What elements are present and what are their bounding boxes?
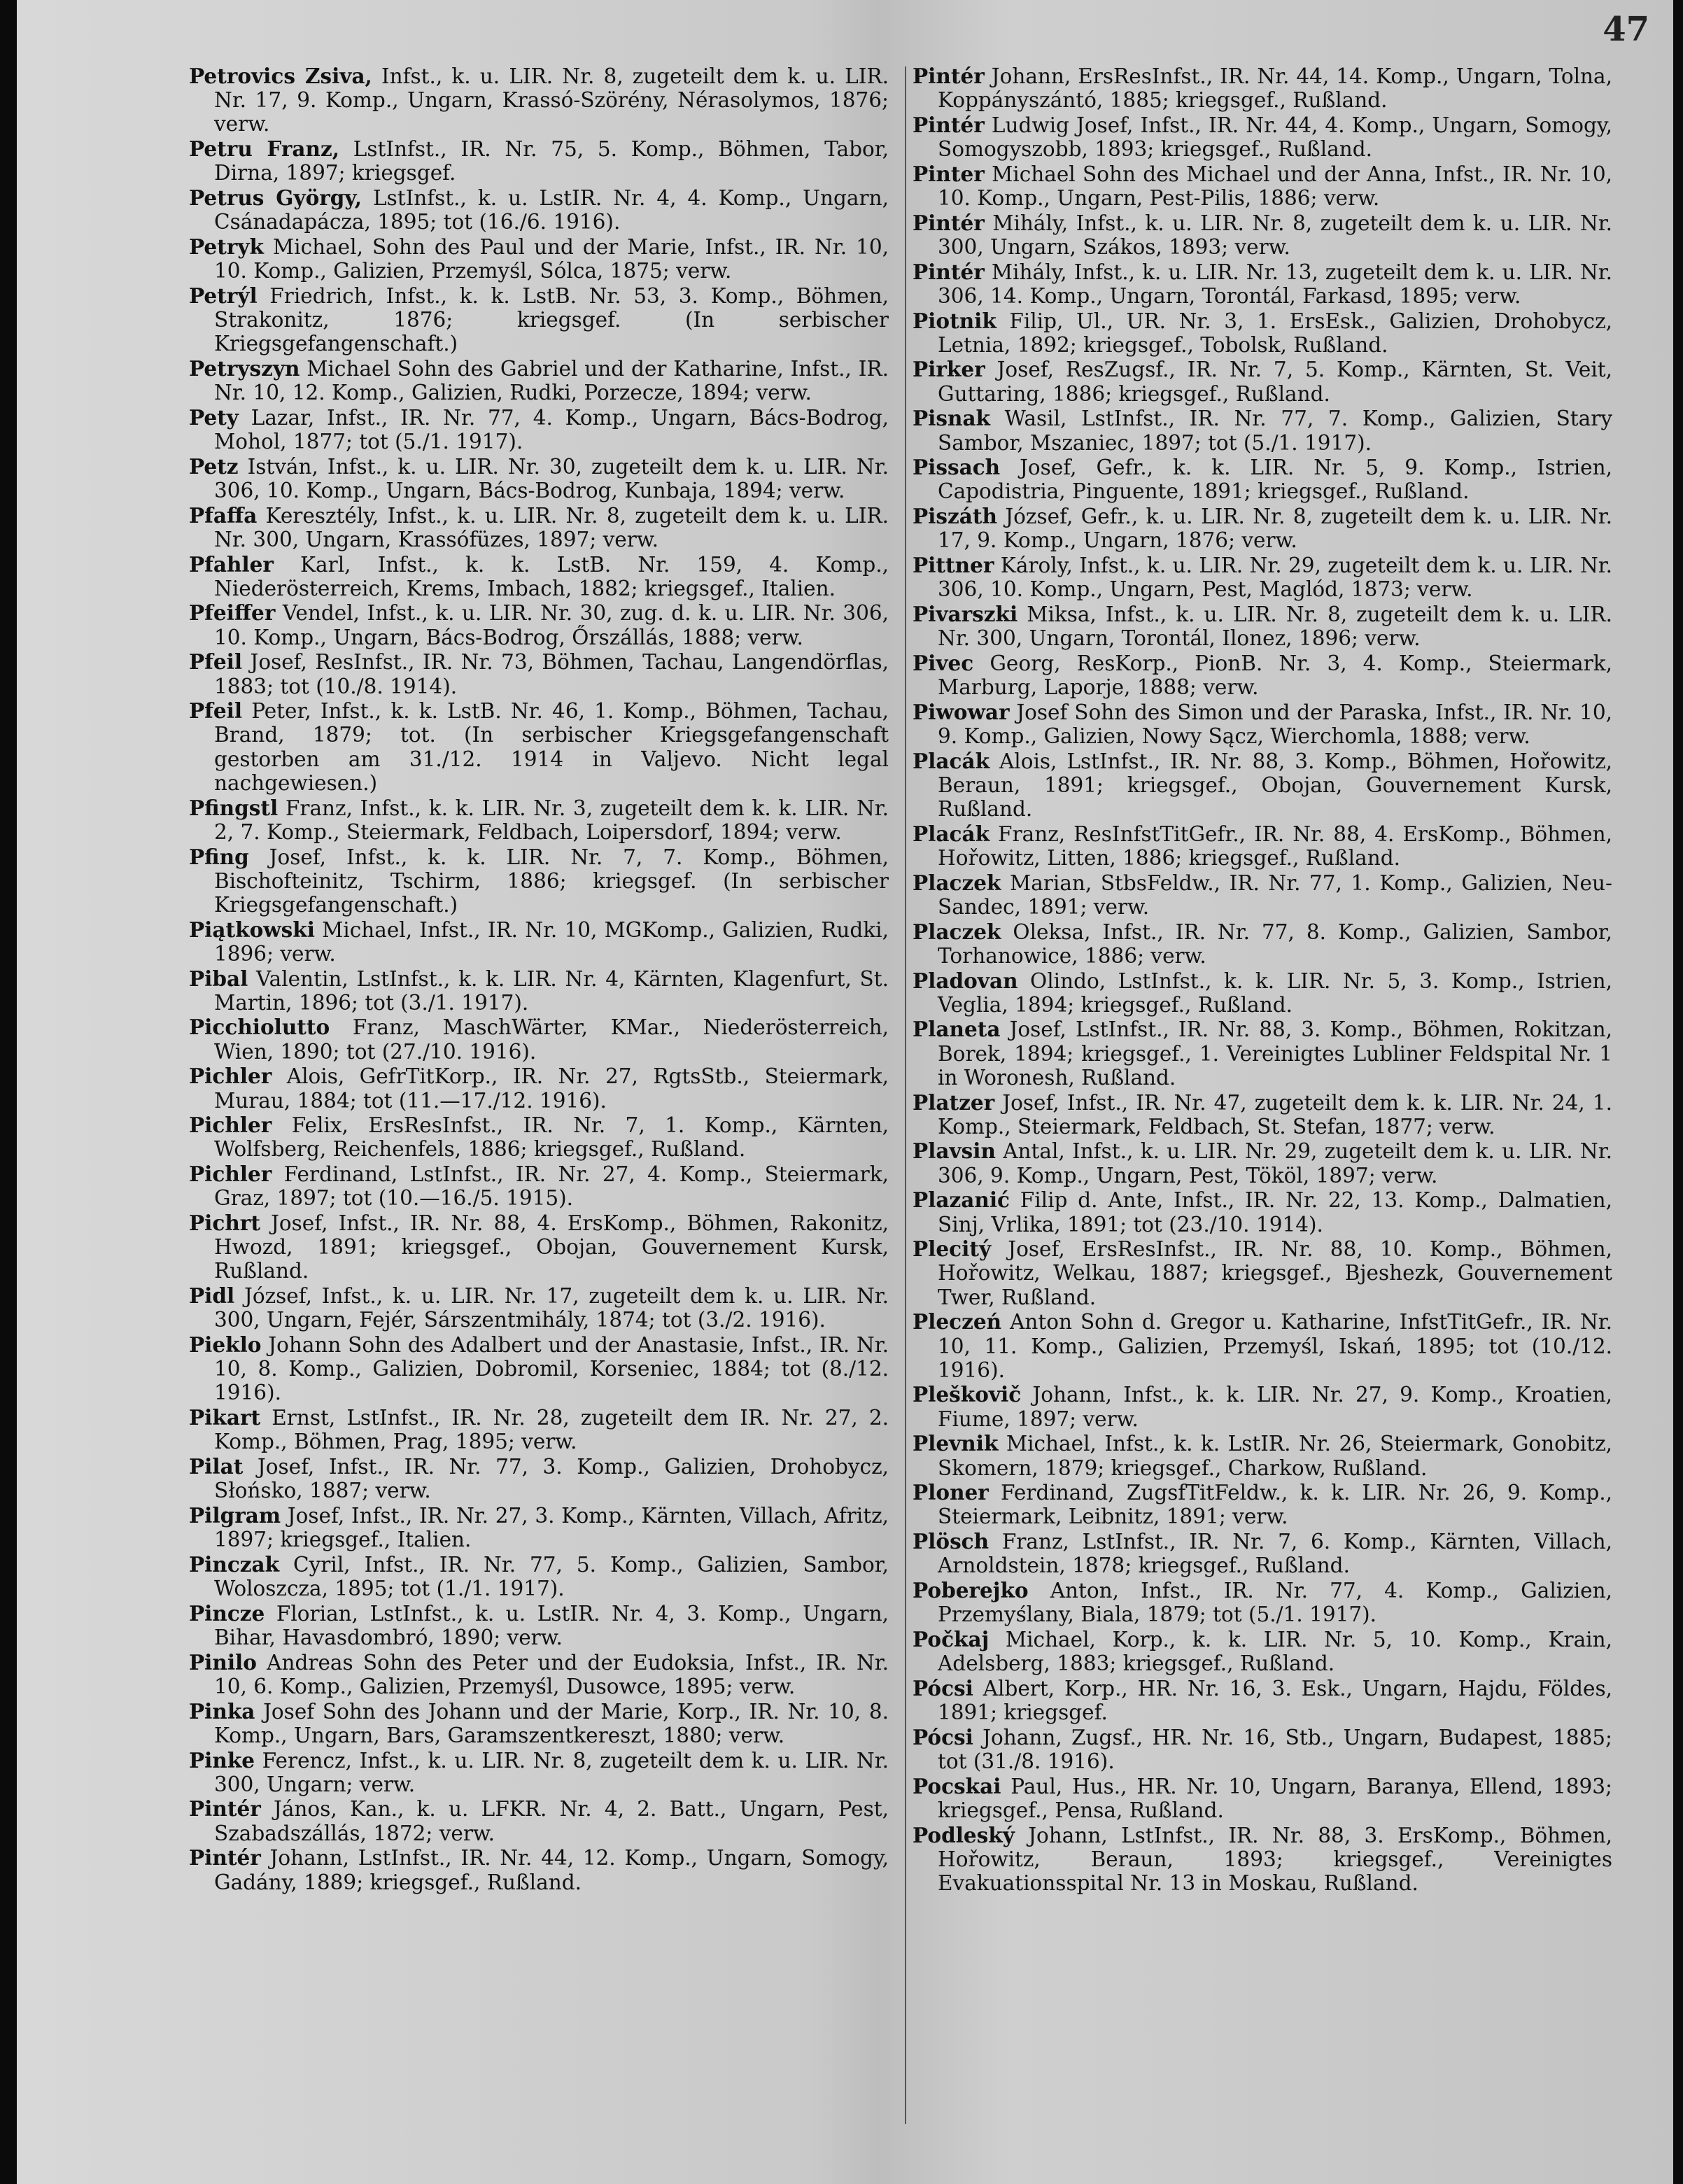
register-entry	[913, 1310, 1612, 1382]
entry-surname: Piszáth	[913, 504, 997, 529]
entry-details: Albert, Korp., HR. Nr. 16, 3. Esk., Ungarn, Hajdu, Földes, 1891; kriegsgef.	[938, 1676, 1612, 1725]
entry-details: Lazar, Infst., IR. Nr. 77, 4. Komp., Ungarn, Bács-Bodrog, Mohol, 1877; tot (5./1. 1917).	[214, 405, 889, 454]
entry-surname: Petryk	[189, 234, 264, 259]
register-entry	[913, 700, 1612, 748]
register-entry	[189, 918, 889, 966]
register-entry	[189, 1113, 889, 1161]
entry-details: József, Gefr., k. u. LIR. Nr. 8, zugeteilt dem k. u. LIR. Nr. 17, 9. Komp., Ungarn, 1876; verw.	[938, 505, 1612, 553]
entry-details: Karl, Infst., k. k. LstB. Nr. 159, 4. Komp., Niederösterreich, Krems, Imbach, 1882; kriegsgef., Italien.	[214, 552, 889, 600]
register-entry	[189, 967, 889, 1015]
entry-surname: Placák	[913, 748, 990, 773]
register-entry	[189, 699, 889, 795]
entry-details: Alois, LstInfst., IR. Nr. 88, 3. Komp., Böhmen, Hořowitz, Beraun, 1891; kriegsgef., Obojan, Gouvernement Kursk, Rußland.	[938, 749, 1612, 822]
register-entry	[913, 407, 1612, 454]
register-entry	[913, 1091, 1612, 1139]
register-entry	[189, 1455, 889, 1502]
entry-surname: Pibal	[189, 966, 248, 991]
right-column	[913, 64, 1612, 1896]
entry-surname: Plevnik	[913, 1431, 999, 1456]
register-entry	[189, 504, 889, 551]
entry-details: Ferdinand, ZugsfTitFeldw., k. k. LIR. Nr. 26, 9. Komp., Steiermark, Leibnitz, 1891; verw.	[938, 1481, 1612, 1529]
register-entry	[189, 553, 889, 600]
register-entry	[913, 1775, 1612, 1822]
entry-surname: Pivec	[913, 650, 974, 675]
entry-surname: Pichler	[189, 1064, 272, 1089]
page-number: 47	[1603, 10, 1649, 49]
entry-surname: Poberejko	[913, 1578, 1029, 1603]
entry-details: Ernst, LstInfst., IR. Nr. 28, zugeteilt dem IR. Nr. 27, 2. Komp., Böhmen, Prag, 1895; verw.	[214, 1406, 889, 1454]
entry-surname: Pichrt	[189, 1211, 260, 1236]
register-entry	[913, 1017, 1612, 1090]
entry-surname: Pivarszki	[913, 601, 1018, 626]
entry-surname: Pintér	[913, 64, 985, 88]
entry-details: Michael, Infst., k. k. LstIR. Nr. 26, Steiermark, Gonobitz, Skomern, 1879; kriegsgef., Charkow, Rußland.	[938, 1432, 1612, 1480]
entry-details: Keresztély, Infst., k. u. LIR. Nr. 8, zugeteilt dem k. u. LIR. Nr. 300, Ungarn, Krassófüzes, 1897; verw.	[214, 503, 889, 551]
entry-surname: Petru Franz,	[189, 136, 339, 162]
register-entry	[189, 1651, 889, 1698]
entry-surname: Pócsi	[913, 1724, 973, 1749]
register-entry	[913, 920, 1612, 968]
entry-surname: Pócsi	[913, 1675, 973, 1700]
entry-surname: Pikart	[189, 1405, 261, 1430]
register-entry	[913, 871, 1612, 919]
entry-surname: Pintér	[913, 259, 985, 284]
entry-details: Josef, ResInfst., IR. Nr. 73, Böhmen, Tachau, Langendörflas, 1883; tot (10./8. 1914).	[214, 650, 889, 698]
document-page	[17, 0, 1673, 2184]
entry-details: Johann, LstInfst., IR. Nr. 88, 3. ErsKomp., Böhmen, Hořowitz, Beraun, 1893; kriegsgef., Vereinigtes Evakuationsspital Nr. 13 in Moskau, Rußland.	[938, 1823, 1612, 1896]
register-entry	[913, 113, 1612, 161]
entry-surname: Pidl	[189, 1283, 235, 1309]
register-entry	[189, 1846, 889, 1894]
entry-surname: Počkaj	[913, 1627, 990, 1651]
entry-surname: Plecitý	[913, 1237, 992, 1262]
entry-surname: Platzer	[913, 1090, 995, 1115]
entry-surname: Pleczeń	[913, 1309, 1002, 1334]
entry-surname: Pety	[189, 404, 239, 430]
entry-details: Josef, Gefr., k. k. LIR. Nr. 5, 9. Komp., Istrien, Capodistria, Pinguente, 1891; kriegsgef., Rußland.	[938, 456, 1612, 504]
register-entry	[913, 554, 1612, 601]
entry-surname: Pfeil	[189, 649, 243, 675]
entry-details: Josef, Infst., k. k. LIR. Nr. 7, 7. Komp., Böhmen, Bischofteinitz, Tschirm, 1886; kriegsgef. (In serbischer Kriegsgefangenschaft.)	[214, 845, 889, 917]
entry-surname: Plösch	[913, 1529, 990, 1554]
entry-surname: Petrýl	[189, 283, 258, 308]
register-entry	[913, 456, 1612, 503]
entry-surname: Pfeil	[189, 698, 243, 724]
entry-details: Miksa, Infst., k. u. LIR. Nr. 8, zugeteilt dem k. u. LIR. Nr. 300, Ungarn, Torontál, Ilonez, 1896; verw.	[938, 602, 1612, 651]
entry-details: Georg, ResKorp., PionB. Nr. 3, 4. Komp., Steiermark, Marburg, Laporje, 1888; verw.	[938, 651, 1612, 700]
register-entry	[913, 651, 1612, 699]
register-entry	[189, 455, 889, 502]
entry-details: Josef, LstInfst., IR. Nr. 88, 3. Komp., Böhmen, Rokitzan, Borek, 1894; kriegsgef., 1. Vereinigtes Lubliner Feldspital Nr. 1 in Woronesh, Rußland.	[938, 1017, 1612, 1090]
entry-surname: Picchiolutto	[189, 1015, 330, 1040]
register-entry	[189, 235, 889, 283]
entry-details: Ferdinand, LstInfst., IR. Nr. 27, 4. Komp., Steiermark, Graz, 1897; tot (10.—16./5. 1915).	[214, 1162, 889, 1211]
entry-details: Johann, Zugsf., HR. Nr. 16, Stb., Ungarn, Budapest, 1885; tot (31./8. 1916).	[938, 1725, 1612, 1774]
entry-details: Paul, Hus., HR. Nr. 10, Ungarn, Baranya, Ellend, 1893; kriegsgef., Pensa, Rußland.	[938, 1774, 1612, 1822]
register-entry	[913, 749, 1612, 822]
entry-details: Filip, Ul., UR. Nr. 3, 1. ErsEsk., Galizien, Drohobycz, Letnia, 1892; kriegsgef., Tobolsk, Rußland.	[938, 309, 1612, 357]
register-entry	[913, 1481, 1612, 1528]
entry-surname: Pichler	[189, 1113, 272, 1138]
entry-surname: Piotnik	[913, 308, 997, 333]
entry-details: Franz, MaschWärter, KMar., Niederösterreich, Wien, 1890; tot (27./10. 1916).	[214, 1015, 889, 1064]
entry-surname: Pintér	[913, 210, 985, 235]
entry-surname: Pirker	[913, 357, 985, 382]
entry-details: Andreas Sohn des Peter und der Eudoksia, Infst., IR. Nr. 10, 6. Komp., Galizien, Przemyśl, Dusowce, 1895; verw.	[214, 1650, 889, 1698]
entry-details: Josef, ErsResInfst., IR. Nr. 88, 10. Komp., Böhmen, Hořowitz, Welkau, 1887; kriegsgef., Bjeshezk, Gouvernement Twer, Rußland.	[938, 1237, 1612, 1309]
register-entry	[913, 162, 1612, 210]
register-entry	[913, 260, 1612, 308]
register-entry	[913, 1383, 1612, 1430]
entry-surname: Pinter	[913, 161, 985, 186]
entry-surname: Plazanić	[913, 1188, 1010, 1213]
entry-surname: Pincze	[189, 1600, 265, 1626]
entry-details: Antal, Infst., k. u. LIR. Nr. 29, zugeteilt dem k. u. LIR. Nr. 306, 9. Komp., Ungarn, Pest, Tököl, 1897; verw.	[938, 1139, 1612, 1188]
entry-details: Marian, StbsFeldw., IR. Nr. 77, 1. Komp., Galizien, Neu-Sandec, 1891; verw.	[938, 871, 1612, 919]
register-entry	[913, 969, 1612, 1017]
entry-details: Olindo, LstInfst., k. k. LIR. Nr. 5, 3. Komp., Istrien, Veglia, 1894; kriegsgef., Rußland.	[938, 968, 1612, 1017]
entry-surname: Placák	[913, 821, 990, 846]
entry-surname: Pfing	[189, 844, 249, 869]
entry-details: Josef, Infst., IR. Nr. 47, zugeteilt dem k. k. LIR. Nr. 24, 1. Komp., Steiermark, Feldbach, St. Stefan, 1877; verw.	[938, 1090, 1612, 1139]
register-entry	[913, 1677, 1612, 1724]
entry-details: Infst., k. u. LIR. Nr. 8, zugeteilt dem k. u. LIR. Nr. 17, 9. Komp., Ungarn, Krassó-Szörény, Nérasolymos, 1876; verw.	[214, 64, 889, 136]
entry-details: Filip d. Ante, Infst., IR. Nr. 22, 13. Komp., Dalmatien, Sinj, Vrlika, 1891; tot (23./10. 1914).	[938, 1188, 1612, 1237]
entry-surname: Pinilo	[189, 1649, 257, 1675]
register-entry	[913, 1726, 1612, 1773]
register-entry	[189, 1602, 889, 1649]
register-entry	[189, 1406, 889, 1453]
entry-surname: Petrus György,	[189, 185, 362, 211]
entry-details: Anton, Infst., IR. Nr. 77, 4. Komp., Galizien, Przemyślany, Biala, 1879; tot (5./1. 1917).	[938, 1579, 1612, 1627]
entry-details: István, Infst., k. u. LIR. Nr. 30, zugeteilt dem k. u. LIR. Nr. 306, 10. Komp., Ungarn, Bács-Bodrog, Kunbaja, 1894; verw.	[214, 454, 889, 502]
register-entry	[189, 1333, 889, 1405]
register-entry	[913, 1628, 1612, 1675]
entry-details: Josef, ResZugsf., IR. Nr. 7, 5. Komp., Kärnten, St. Veit, Guttaring, 1886; kriegsgef., Rußland.	[938, 358, 1612, 406]
register-entry	[189, 1211, 889, 1283]
entry-surname: Pfingstl	[189, 795, 279, 820]
register-entry	[189, 1064, 889, 1112]
entry-details: Josef Sohn des Simon und der Paraska, Infst., IR. Nr. 10, 9. Komp., Galizien, Nowy Sącz, Wierchomla, 1888; verw.	[938, 700, 1612, 748]
entry-details: Cyril, Infst., IR. Nr. 77, 5. Komp., Galizien, Sambor, Woloszcza, 1895; tot (1./1. 1917).	[214, 1552, 889, 1601]
entry-details: Michael, Infst., IR. Nr. 10, MGKomp., Galizien, Rudki, 1896; verw.	[214, 917, 889, 966]
entry-details: Franz, LstInfst., IR. Nr. 7, 6. Komp., Kärnten, Villach, Arnoldstein, 1878; kriegsgef., Rußland.	[938, 1530, 1612, 1578]
entry-surname: Pinczak	[189, 1551, 280, 1577]
entry-surname: Piwowar	[913, 699, 1010, 724]
entry-surname: Podleský	[913, 1822, 1015, 1847]
entry-details: LstInfst., IR. Nr. 75, 5. Komp., Böhmen, Tabor, Dirna, 1897; kriegsgef.	[214, 137, 889, 185]
entry-surname: Pfahler	[189, 551, 274, 577]
register-entry	[913, 64, 1612, 112]
register-entry	[189, 284, 889, 356]
entry-details: Vendel, Infst., k. u. LIR. Nr. 30, zug. d. k. u. LIR. Nr. 306, 10. Komp., Ungarn, Bács-Bodrog, Őrszállás, 1888; verw.	[214, 601, 889, 649]
left-column	[189, 64, 889, 1895]
entry-details: Johann, ErsResInfst., IR. Nr. 44, 14. Komp., Ungarn, Tolna, Koppányszántó, 1885; kriegsgef., Rußland.	[938, 64, 1612, 113]
entry-surname: Pisnak	[913, 406, 990, 431]
entry-surname: Pilat	[189, 1454, 244, 1479]
entry-details: Josef, Infst., IR. Nr. 88, 4. ErsKomp., Böhmen, Rakonitz, Hwozd, 1891; kriegsgef., Obojan, Gouvernement Kursk, Rußland.	[214, 1211, 889, 1283]
register-entry	[189, 1749, 889, 1796]
entry-details: Alois, GefrTitKorp., IR. Nr. 27, RgtsStb., Steiermark, Murau, 1884; tot (11.—17./12. 1916).	[214, 1064, 889, 1113]
column-divider	[905, 66, 906, 2124]
register-entry	[189, 845, 889, 917]
register-entry	[913, 1824, 1612, 1896]
register-entry	[913, 1139, 1612, 1187]
entry-details: Michael, Korp., k. k. LIR. Nr. 5, 10. Komp., Krain, Adelsberg, 1883; kriegsgef., Rußland.	[938, 1628, 1612, 1676]
entry-details: Johann, Infst., k. k. LIR. Nr. 27, 9. Komp., Kroatien, Fiume, 1897; verw.	[938, 1383, 1612, 1431]
entry-details: Josef, Infst., IR. Nr. 77, 3. Komp., Galizien, Drohobycz, Słońsko, 1887; verw.	[214, 1455, 889, 1503]
entry-surname: Planeta	[913, 1017, 1001, 1042]
entry-details: Johann, LstInfst., IR. Nr. 44, 12. Komp., Ungarn, Somogy, Gadány, 1889; kriegsgef., Rußland.	[214, 1846, 889, 1894]
entry-details: Peter, Infst., k. k. LstB. Nr. 46, 1. Komp., Böhmen, Tachau, Brand, 1879; tot. (In serbischer Kriegsgefangenschaft gestorben am 31./12. 1914 in Valjevo. Nicht legal nachgewiesen.)	[214, 699, 889, 795]
entry-details: Anton Sohn d. Gregor u. Katharine, InfstTitGefr., IR. Nr. 10, 11. Komp., Galizien, Przemyśl, Iskań, 1895; tot (10./12. 1916).	[938, 1310, 1612, 1382]
entry-details: Mihály, Infst., k. u. LIR. Nr. 13, zugeteilt dem k. u. LIR. Nr. 306, 14. Komp., Ungarn, Torontál, Farkasd, 1895; verw.	[938, 260, 1612, 308]
register-entry	[189, 186, 889, 234]
entry-surname: Piątkowski	[189, 917, 315, 942]
entry-details: József, Infst., k. u. LIR. Nr. 17, zugeteilt dem k. u. LIR. Nr. 300, Ungarn, Fejér, Sárszentmihály, 1874; tot (3./2. 1916).	[214, 1284, 889, 1332]
entry-details: Friedrich, Infst., k. k. LstB. Nr. 53, 3. Komp., Böhmen, Strakonitz, 1876; kriegsgef. (In serbischer Kriegsgefangenschaft.)	[214, 283, 889, 356]
register-entry	[913, 1237, 1612, 1309]
entry-surname: Pfeiffer	[189, 600, 276, 626]
entry-surname: Pilgram	[189, 1502, 281, 1528]
entry-surname: Pladovan	[913, 968, 1018, 993]
register-entry	[189, 796, 889, 844]
register-entry	[189, 137, 889, 185]
entry-surname: Pichler	[189, 1162, 272, 1187]
entry-surname: Petrovics Zsiva,	[189, 64, 372, 88]
entry-surname: Pintér	[189, 1796, 261, 1822]
entry-details: Oleksa, Infst., IR. Nr. 77, 8. Komp., Galizien, Sambor, Torhanowice, 1886; verw.	[938, 920, 1612, 968]
entry-details: Wasil, LstInfst., IR. Nr. 77, 7. Komp., Galizien, Stary Sambor, Mszaniec, 1897; tot (5./1. 1917).	[938, 407, 1612, 455]
entry-details: Felix, ErsResInfst., IR. Nr. 7, 1. Komp., Kärnten, Wolfsberg, Reichenfels, 1886; kriegsgef., Rußland.	[214, 1113, 889, 1162]
entry-details: Franz, Infst., k. k. LIR. Nr. 3, zugeteilt dem k. k. LIR. Nr. 2, 7. Komp., Steiermark, Feldbach, Loipersdorf, 1894; verw.	[214, 796, 889, 844]
entry-surname: Pinka	[189, 1698, 255, 1724]
register-entry	[189, 1553, 889, 1600]
entry-details: János, Kan., k. u. LFKR. Nr. 4, 2. Batt., Ungarn, Pest, Szabadszállás, 1872; verw.	[214, 1797, 889, 1845]
entry-surname: Placzek	[913, 919, 1001, 944]
entry-surname: Pocskai	[913, 1773, 1001, 1798]
register-entry	[913, 309, 1612, 357]
register-entry	[189, 650, 889, 698]
entry-surname: Pinke	[189, 1747, 255, 1773]
entry-details: Ferencz, Infst., k. u. LIR. Nr. 8, zugeteilt dem k. u. LIR. Nr. 300, Ungarn; verw.	[214, 1748, 889, 1796]
register-entry	[913, 1188, 1612, 1236]
entry-details: Florian, LstInfst., k. u. LstIR. Nr. 4, 3. Komp., Ungarn, Bihar, Havasdombró, 1890; verw.	[214, 1601, 889, 1649]
register-entry	[189, 1015, 889, 1063]
register-entry	[913, 211, 1612, 259]
register-entry	[913, 505, 1612, 552]
register-entry	[913, 1579, 1612, 1626]
entry-details: Károly, Infst., k. u. LIR. Nr. 29, zugeteilt dem k. u. LIR. Nr. 306, 10. Komp., Ungarn, Pest, Maglód, 1873; verw.	[938, 554, 1612, 602]
register-entry	[189, 406, 889, 453]
entry-surname: Pittner	[913, 553, 994, 578]
entry-surname: Petz	[189, 453, 239, 479]
register-entry	[189, 601, 889, 649]
register-entry	[913, 358, 1612, 405]
entry-details: LstInfst., k. u. LstIR. Nr. 4, 4. Komp., Ungarn, Csánadapácza, 1895; tot (16./6. 1916).	[214, 186, 889, 234]
register-entry	[189, 1797, 889, 1845]
entry-surname: Plavsin	[913, 1139, 996, 1164]
entry-details: Michael Sohn des Gabriel und der Katharine, Infst., IR. Nr. 10, 12. Komp., Galizien, Rudki, Porzecze, 1894; verw.	[214, 356, 889, 405]
entry-details: Mihály, Infst., k. u. LIR. Nr. 8, zugeteilt dem k. u. LIR. Nr. 300, Ungarn, Szákos, 1893; verw.	[938, 211, 1612, 259]
register-entry	[189, 1504, 889, 1551]
entry-details: Michael, Sohn des Paul und der Marie, Infst., IR. Nr. 10, 10. Komp., Galizien, Przemyśl, Sólca, 1875; verw.	[214, 234, 889, 283]
entry-surname: Pintér	[189, 1845, 261, 1871]
entry-surname: Pleškovič	[913, 1382, 1022, 1407]
entry-surname: Pieklo	[189, 1332, 262, 1358]
register-entry	[189, 1284, 889, 1332]
register-entry	[189, 1700, 889, 1747]
entry-details: Franz, ResInfstTitGefr., IR. Nr. 88, 4. ErsKomp., Böhmen, Hořowitz, Litten, 1886; kriegsgef., Rußland.	[938, 822, 1612, 870]
entry-surname: Pintér	[913, 112, 985, 137]
entry-details: Valentin, LstInfst., k. k. LIR. Nr. 4, Kärnten, Klagenfurt, St. Martin, 1896; tot (3./1. 1917).	[214, 966, 889, 1015]
register-entry	[189, 357, 889, 404]
entry-details: Michael Sohn des Michael und der Anna, Infst., IR. Nr. 10, 10. Komp., Ungarn, Pest-Pilis, 1886; verw.	[938, 162, 1612, 211]
register-entry	[913, 822, 1612, 870]
register-entry	[913, 1530, 1612, 1577]
entry-surname: Ploner	[913, 1480, 989, 1505]
entry-details: Josef Sohn des Johann und der Marie, Korp., IR. Nr. 10, 8. Komp., Ungarn, Bars, Garamszentkereszt, 1880; verw.	[214, 1699, 889, 1747]
entry-details: Johann Sohn des Adalbert und der Anastasie, Infst., IR. Nr. 10, 8. Komp., Galizien, Dobromil, Korseniec, 1884; tot (8./12. 1916).	[214, 1333, 889, 1405]
register-entry	[913, 1432, 1612, 1479]
entry-surname: Petryszyn	[189, 355, 300, 381]
entry-details: Josef, Infst., IR. Nr. 27, 3. Komp., Kärnten, Villach, Afritz, 1897; kriegsgef., Italien.	[214, 1503, 889, 1552]
entry-details: Ludwig Josef, Infst., IR. Nr. 44, 4. Komp., Ungarn, Somogy, Somogyszobb, 1893; kriegsgef., Rußland.	[938, 113, 1612, 162]
register-entry	[189, 1162, 889, 1210]
register-entry	[913, 603, 1612, 650]
entry-surname: Pfaffa	[189, 502, 258, 528]
entry-surname: Pissach	[913, 455, 1001, 480]
register-entry	[189, 64, 889, 136]
entry-surname: Placzek	[913, 870, 1001, 895]
